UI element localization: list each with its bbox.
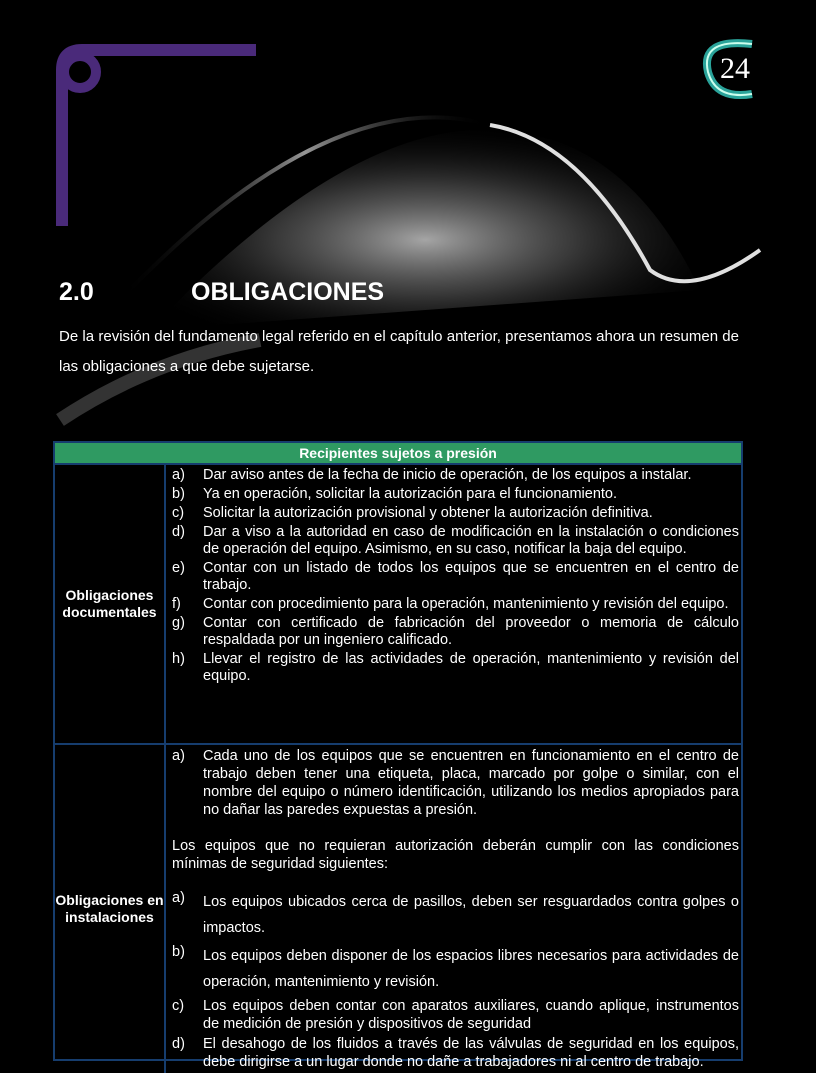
section-title — [59, 278, 384, 307]
list-item: b) Ya en operación, solicitar la autorización para el funcionamiento. — [172, 486, 618, 502]
obligations-table — [53, 441, 743, 1070]
page-number: 24 — [720, 52, 750, 85]
list-item: b) Los equipos deben disponer de los espacios libres necesarios para actividades de operación, mantenimiento y revisión. — [172, 944, 739, 990]
table-row-instalaciones — [55, 745, 741, 1073]
list-item: a) Cada uno de los equipos que se encuentren en funcionamiento en el centro de trabajo deben tener una etiqueta, placa, marcado por golpe o similar, con el nombre del equipo o número identificación, utilizando los medios apropiados para no dañar las paredes expuestas a presión. — [172, 748, 739, 818]
purple-frame-logo — [62, 50, 256, 226]
list-item: e) Contar con un listado de todos los equipos que se encuentren en el centro de trabajo. — [172, 560, 739, 593]
requirements-paragraph: Los equipos que no requieran autorización deberán cumplir con las condiciones mínimas de seguridad siguientes: — [172, 838, 739, 872]
list-item: h) Llevar el registro de las actividades de operación, mantenimiento y revisión del equipo. — [172, 651, 739, 684]
intro-paragraph: De la revisión del fundamento legal referido en el capítulo anterior, presentamos ahora un resumen de las obligaciones a que debe sujetarse. — [59, 328, 739, 375]
list-item: g) Contar con certificado de fabricación del proveedor o memoria de cálculo respaldada por un ingeniero calificado. — [172, 615, 739, 648]
row-label: Obligaciones en instalaciones — [55, 745, 166, 1073]
list-item: a) Dar aviso antes de la fecha de inicio de operación, de los equipos a instalar. — [172, 467, 692, 483]
list-item: c) Los equipos deben contar con aparatos auxiliares, cuando aplique, instrumentos de medición de presión y dispositivos de seguridad — [172, 998, 739, 1032]
list-item: a) Los equipos ubicados cerca de pasillos, deben ser resguardados contra golpes o impactos. — [172, 890, 739, 936]
table-row-documentales — [55, 465, 741, 745]
list-item: f) Contar con procedimiento para la operación, mantenimiento y revisión del equipo. — [172, 596, 729, 612]
section-number: 2.0 — [59, 278, 94, 306]
row-body — [166, 465, 741, 743]
row-label: Obligaciones documentales — [55, 465, 166, 743]
section-heading: OBLIGACIONES — [191, 278, 385, 306]
list-item: d) Dar a viso a la autoridad en caso de modificación en la instalación o condiciones de operación del equipo. Asimismo, en su caso, notificar la baja del equipo. — [172, 524, 739, 557]
row-body — [166, 745, 741, 1073]
table-header: Recipientes sujetos a presión — [55, 443, 741, 465]
list-item: d) El desahogo de los fluidos a través de las válvulas de seguridad en los equipos, debe dirigirse a un lugar donde no dañe a trabajadores ni al centro de trabajo. — [172, 1036, 739, 1070]
list-item: c) Solicitar la autorización provisional y obtener la autorización definitiva. — [172, 505, 653, 521]
